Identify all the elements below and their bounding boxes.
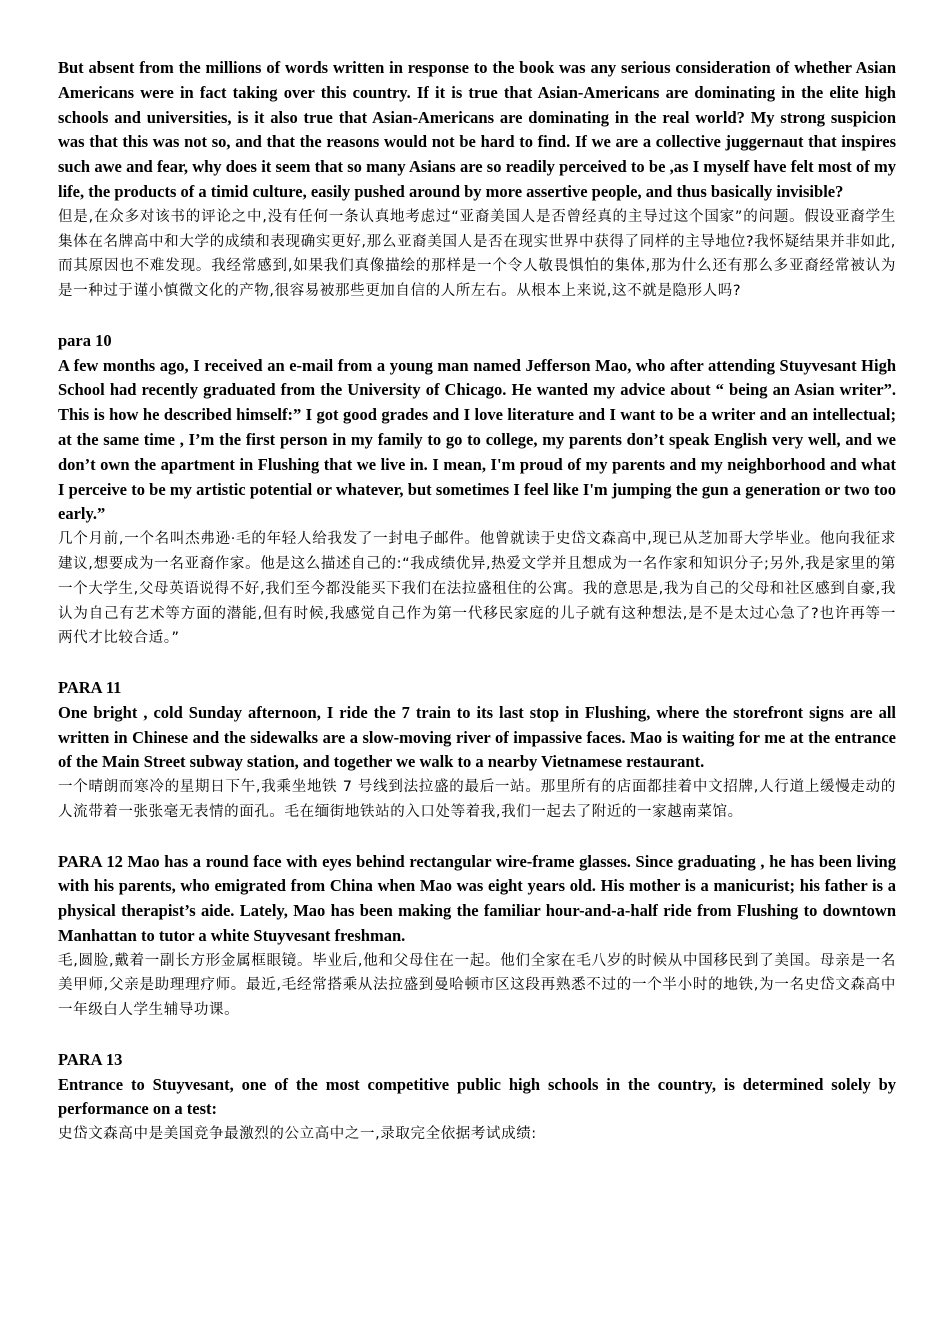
chinese-translation: 史岱文森高中是美国竞争最激烈的公立高中之一,录取完全依据考试成绩: — [58, 1126, 537, 1143]
spacer — [58, 651, 896, 676]
english-text: A few months ago, I received an e-mail from a young man named Jefferson Mao, who after attending Stuyvesant High School had recently graduated from the University of Chicago. He wanted my advice about “ being an Asian writer”. This is how he described himself:” I got good grades and I love literature and I want to be a writer and an intellectual; at the same time , I’m the first person in my family to go to college, my parents don’t speak English very well, and we don’t own the apartment in Flushing that we live in. I mean, I'm proud of my parents and my neighborhood and what I perceive to be my artistic potential or whatever, but sometimes I feel like I'm jumping the gun a generation or two too early.” — [58, 355, 896, 524]
para-heading: para 10 — [58, 330, 112, 350]
english-text: One bright , cold Sunday afternoon, I ride the 7 train to its last stop in Flushing, where the storefront signs are all written in Chinese and the sidewalks are a slow-moving river of impassive faces. Mao is waiting for me at the entrance of the Main Street subway station, and together we walk to a nearby Vietnamese restaurant. — [58, 702, 896, 772]
spacer — [58, 304, 896, 329]
english-text: Entrance to Stuyvesant, one of the most competitive public high schools in the country, is determined solely by performance on a test: — [58, 1074, 896, 1119]
spacer — [58, 825, 896, 850]
paragraph-11 — [58, 676, 896, 825]
paragraph-10 — [58, 329, 896, 651]
english-text: PARA 12 Mao has a round face with eyes behind rectangular wire-frame glasses. Since graduating , he has been living with his parents, who emigrated from China when Mao was eight years old. His mother is a manicurist; his father is a physical therapist’s aide. Lately, Mao has been making the familiar hour-and-a-half ride from Flushing to downtown Manhattan to tutor a white Stuyvesant freshman. — [58, 851, 896, 945]
paragraph-9 — [58, 56, 896, 304]
chinese-translation: 一个晴朗而寒冷的星期日下午,我乘坐地铁 7 号线到法拉盛的最后一站。那里所有的店面都挂着中文招牌,人行道上缓慢走动的人流带着一张张毫无表情的面孔。毛在缅街地铁站的入口处等着我,我们一起去了附近的一家越南菜馆。 — [58, 779, 896, 820]
chinese-translation: 毛,圆脸,戴着一副长方形金属框眼镜。毕业后,他和父母住在一起。他们全家在毛八岁的时候从中国移民到了美国。母亲是一名美甲师,父亲是助理理疗师。最近,毛经常搭乘从法拉盛到曼哈顿市区这段再熟悉不过的一个半小时的地铁,为一名史岱文森高中一年级白人学生辅导功课。 — [58, 952, 896, 1019]
chinese-translation: 但是,在众多对该书的评论之中,没有任何一条认真地考虑过“亚裔美国人是否曾经真的主导过这个国家”的问题。假设亚裔学生集体在名牌高中和大学的成绩和表现确实更好,那么亚裔美国人是否在现实世界中获得了同样的主导地位?我怀疑结果并非如此,而其原因也不难发现。我经常感到,如果我们真像描绘的那样是一个令人敬畏惧怕的集体,那为什么还有那么多亚裔经常被认为是一种过于谨小慎微文化的产物,很容易被那些更加自信的人所左右。从根本上来说,这不就是隐形人吗? — [58, 208, 896, 300]
document-page — [58, 56, 896, 1147]
chinese-translation: 几个月前,一个名叫杰弗逊·毛的年轻人给我发了一封电子邮件。他曾就读于史岱文森高中,现已从芝加哥大学毕业。他向我征求建议,想要成为一名亚裔作家。他是这么描述自己的:“我成绩优异,热爱文学并且想成为一名作家和知识分子;另外,我是家里的第一个大学生,父母英语说得不好,我们至今都没能买下我们在法拉盛租住的公寓。我的意思是,我为自己的父母和社区感到自豪,我认为自己有艺术等方面的潜能,但有时候,我感觉自己作为第一代移民家庭的儿子就有这种想法,是不是太过心急了?也许再等一两代才比较合适。” — [58, 531, 896, 647]
para-heading: PARA 11 — [58, 677, 122, 697]
paragraph-13 — [58, 1048, 896, 1147]
english-text: But absent from the millions of words written in response to the book was any serious consideration of whether Asian Americans were in fact taking over this country. If it is true that Asian-Americans are dominating in the elite high schools and universities, is it also true that Asian-Americans are dominating in the real world? My strong suspicion was that this was not so, and that the reasons would not be hard to find. If we are a collective juggernaut that inspires such awe and fear, why does it seem that so many Asians are so readily perceived to be ,as I myself have felt most of my life, the products of a timid culture, easily pushed around by more assertive people, and thus basically invisible? — [58, 58, 896, 201]
para-heading: PARA 13 — [58, 1049, 123, 1069]
paragraph-12 — [58, 850, 896, 1024]
spacer — [58, 1023, 896, 1048]
